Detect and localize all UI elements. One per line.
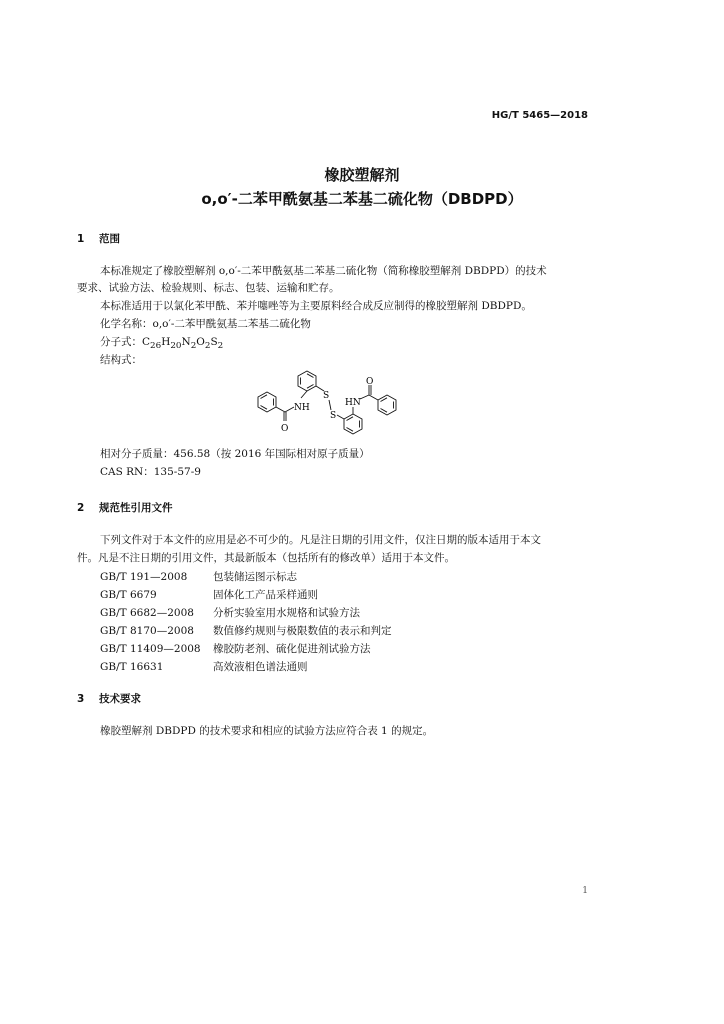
section-2-heading xyxy=(77,500,173,515)
reference-code: GB/T 191—2008 xyxy=(100,571,188,583)
technical-requirements-paragraph: 橡胶塑解剂 DBDPD 的技术要求和相应的试验方法应符合表 1 的规定。 xyxy=(100,725,434,737)
formula-s-count: 2 xyxy=(217,341,224,352)
formula-c: C xyxy=(142,336,151,348)
section-3-heading xyxy=(77,691,141,706)
formula-c-count: 26 xyxy=(150,341,162,352)
formula-n: N xyxy=(181,336,191,348)
reference-code: GB/T 16631 xyxy=(100,661,164,673)
section-number: 2 xyxy=(77,502,85,514)
reference-name: 分析实验室用水规格和试验方法 xyxy=(213,607,360,619)
atom-nh-left: NH xyxy=(294,403,310,413)
reference-name: 数值修约规则与极限数值的表示和判定 xyxy=(213,625,392,637)
reference-name: 橡胶防老剂、硫化促进剂试验方法 xyxy=(213,643,371,655)
reference-code: GB/T 8170—2008 xyxy=(100,625,194,637)
chemical-name: 化学名称：o,o′-二苯甲酰氨基二苯基二硫化物 xyxy=(100,318,311,330)
section-1-heading xyxy=(77,231,120,246)
atom-hn-right: HN xyxy=(345,398,361,408)
section-number: 1 xyxy=(77,233,85,245)
references-paragraph-line2: 件。凡是不注日期的引用文件，其最新版本（包括所有的修改单）适用于本文件。 xyxy=(77,552,455,564)
formula-n-count: 2 xyxy=(190,341,197,352)
atom-o-left: O xyxy=(281,424,289,434)
formula-h-count: 20 xyxy=(170,341,182,352)
reference-name: 固体化工产品采样通则 xyxy=(213,589,318,601)
cas-number: CAS RN：135-57-9 xyxy=(100,466,201,478)
reference-item xyxy=(100,641,371,656)
reference-code: GB/T 11409—2008 xyxy=(100,643,201,655)
formula-o-count: 2 xyxy=(204,341,211,352)
formula-s: S xyxy=(210,336,218,348)
reference-code: GB/T 6679 xyxy=(100,589,157,601)
formula-label: 分子式： xyxy=(100,336,142,348)
reference-item xyxy=(100,623,392,638)
structural-formula xyxy=(250,365,420,440)
references-paragraph-line1: 下列文件对于本文件的应用是必不可少的。凡是注日期的引用文件，仅注日期的版本适用于本文 xyxy=(100,534,541,546)
reference-name: 高效液相色谱法通则 xyxy=(213,661,308,673)
section-title: 技术要求 xyxy=(99,693,141,705)
section-title: 规范性引用文件 xyxy=(99,502,173,514)
atom-s-bottom: S xyxy=(330,411,337,421)
reference-code: GB/T 6682—2008 xyxy=(100,607,194,619)
reference-item xyxy=(100,659,308,674)
section-title: 范围 xyxy=(99,233,120,245)
standard-number: HG/T 5465—2018 xyxy=(491,110,588,121)
scope-paragraph-line2: 要求、试验方法、检验规则、标志、包装、运输和贮存。 xyxy=(77,282,340,294)
structure-label: 结构式： xyxy=(100,354,142,366)
section-number: 3 xyxy=(77,693,85,705)
molar-mass: 相对分子质量：456.58（按 2016 年国际相对原子质量） xyxy=(100,448,370,460)
formula-o: O xyxy=(196,336,205,348)
page-number: 1 xyxy=(582,886,588,896)
reference-item xyxy=(100,587,318,602)
scope-applicability: 本标准适用于以氯化苯甲酰、苯并噻唑等为主要原料经合成反应制得的橡胶塑解剂 DBDPD。 xyxy=(100,300,532,312)
reference-item xyxy=(100,605,360,620)
reference-item xyxy=(100,569,297,584)
document-title: 橡胶塑解剂 xyxy=(324,166,400,184)
atom-o-right: O xyxy=(366,377,374,387)
formula-h: H xyxy=(161,336,171,348)
document-subtitle: o,o′-二苯甲酰氨基二苯基二硫化物（DBDPD） xyxy=(201,190,523,208)
atom-s-top: S xyxy=(323,391,330,401)
reference-name: 包装储运图示标志 xyxy=(213,571,297,583)
scope-paragraph-line1: 本标准规定了橡胶塑解剂 o,o′-二苯甲酰氨基二苯基二硫化物（简称橡胶塑解剂 DBDPD）的技术 xyxy=(100,265,547,277)
